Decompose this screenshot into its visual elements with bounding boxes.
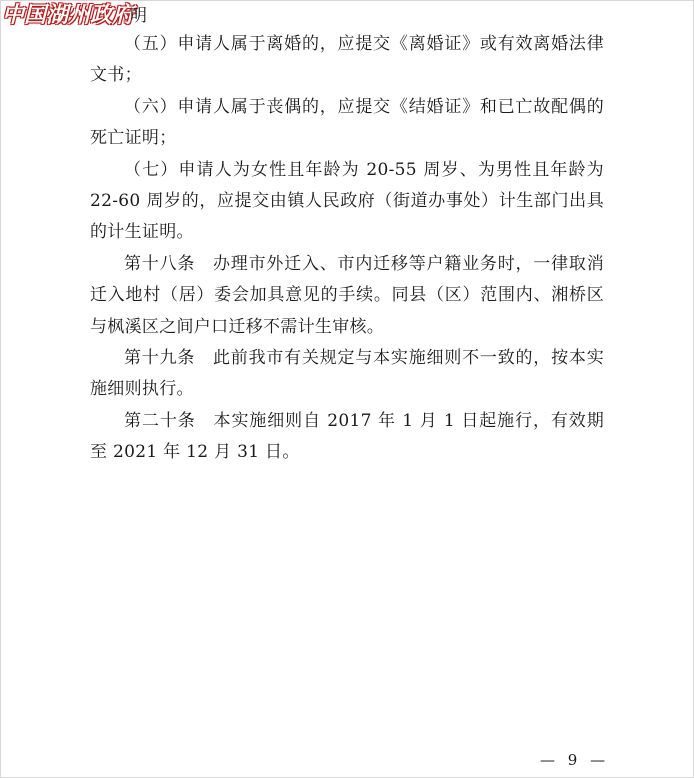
- article-19: 第十九条 此前我市有关规定与本实施细则不一致的，按本实施细则执行。: [90, 348, 604, 400]
- paragraph-item-6: （六）申请人属于丧偶的，应提交《结婚证》和已亡故配偶的死亡证明；: [90, 96, 604, 149]
- article-18: 第十八条 办理市外迁入、市内迁移等户籍业务时，一律取消迁入地村（居）委会加具意见的手续。同县（区）范围内、湘桥区与枫溪区之间户口迁移不需计生审核。: [90, 253, 604, 337]
- document-body: [90, 29, 604, 469]
- page-number: — 9 —: [540, 751, 610, 769]
- paragraph-item-7: （七）申请人为女性且年龄为 20-55 周岁、为男性且年龄为 22-60 周岁的，应提交由镇人民政府（街道办事处）计生部门出具的计生证明。: [90, 159, 604, 243]
- site-watermark-logo: 中国湖州政府: [2, 2, 135, 28]
- cut-off-previous-line: 明: [130, 6, 147, 26]
- paragraph-item-5: （五）申请人属于离婚的，应提交《离婚证》或有效离婚法律文书；: [90, 34, 604, 86]
- article-20: 第二十条 本实施细则自 2017 年 1 月 1 日起施行，有效期至 2021 年 12 月 31 日。: [90, 410, 604, 463]
